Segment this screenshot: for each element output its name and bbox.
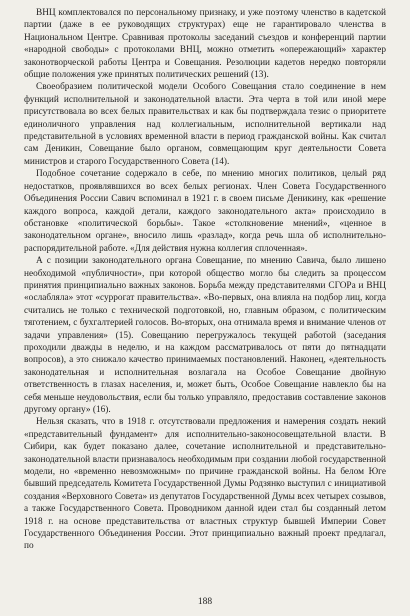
paragraph: Своеобразием политической модели Особого Совещания стало соединение в нем функций исполнительной и законодательной власти. Эта черта в той или иной мере присутствовала во всех белых правительствах и как бы подтверждала тезис о приоритете единоличного управления над коллегиальным, исполнительной вертикали над представительной в условиях временной власти в период гражданской войны. Как считал сам Деникин, Совещание было органом, совмещающим круг деятельности Совета министров и старого Государственного Совета (14). xyxy=(24,82,386,167)
paragraph: Подобное сочетание содержало в себе, по мнению многих политиков, целый ряд недостатков, проявлявшихся во всех белых регионах. Член Совета Государственного Объединения России Савич вспоминал в 1921 г. в своем письме Деникину, как «решение каждого вопроса, каждой детали, каждого законодательного акта» происходило в обстановке «политической борьбы». Такое «столкновение мнений», «ценное в законодательном органе», вносило лишь «разлад», когда речь шла об исполнительно-распорядительной работе. «Для действия нужна коллегия сплоченная». xyxy=(24,169,386,254)
paragraph: А с позиции законодательного органа Совещание, по мнению Савича, было лишено необходимой «публичности», при которой общество могло бы следить за процессом принятия принципиально важных законов. Борьба между представителями СГОРа и ВНЦ «ослабляла» этот «суррогат правительства». «Во-первых, она влияла на подбор лиц, когда считались не только с технической подготовкой, но, главным образом, с политическим тяготением, с бухгалтерией голосов. Во-вторых, она отнимала время и внимание членов от задачи управления» (15). Совещанию перегружалось текущей работой (заседания проходили дважды в неделю, и на каждом рассматривалось от пяти до пятнадцати вопросов), а это снижало качество принимаемых постановлений. Наконец, «деятельность законодательная и исполнительная возлагала на Особое Совещание двойную ответственность в глазах населения, и, может быть, Особое Совещание навлекло бы на себя меньше неудовольствия, если бы только управляло, предоставив составление законов другому органу» (16). xyxy=(24,256,386,415)
paragraph: Нельзя сказать, что в 1918 г. отсутствовали предложения и намерения создать некий «представительный фундамент» для исполнительно-законосовещательной власти. В Сибири, как будет показано далее, сочетание исполнительной и представительно-законодательной власти признавалось необходимым при создании любой государственной модели, но «временно невозможным» по причине гражданской войны. На белом Юге бывший председатель Комитета Государственной Думы Родзянко выступил с инициативой создания «Верховного Совета» из депутатов Государственной Думы всех четырех созывов, а также Государственного Совета. Проводником данной идеи стал бы созданный летом 1918 г. на основе представительства от властных структур бывшей Империи Совет Государственного Объединения России. Этот принципиально важный проект предлагал, по xyxy=(24,417,386,552)
paragraph: ВНЦ комплектовался по персональному признаку, и уже поэтому членство в кадетской партии (даже в ее руководящих структурах) еще не гарантировало членства в Национальном Центре. Сравнивая протоколы заседаний съездов и конференций партии «народной свободы» с протоколами ВНЦ, можно отметить «опережающий» характер законотворческой работы Центра и Совещания. Резолюции кадетов нередко повторяли общие положения уже принятых политических решений (13). xyxy=(24,8,386,81)
page-number: 188 xyxy=(197,597,213,607)
